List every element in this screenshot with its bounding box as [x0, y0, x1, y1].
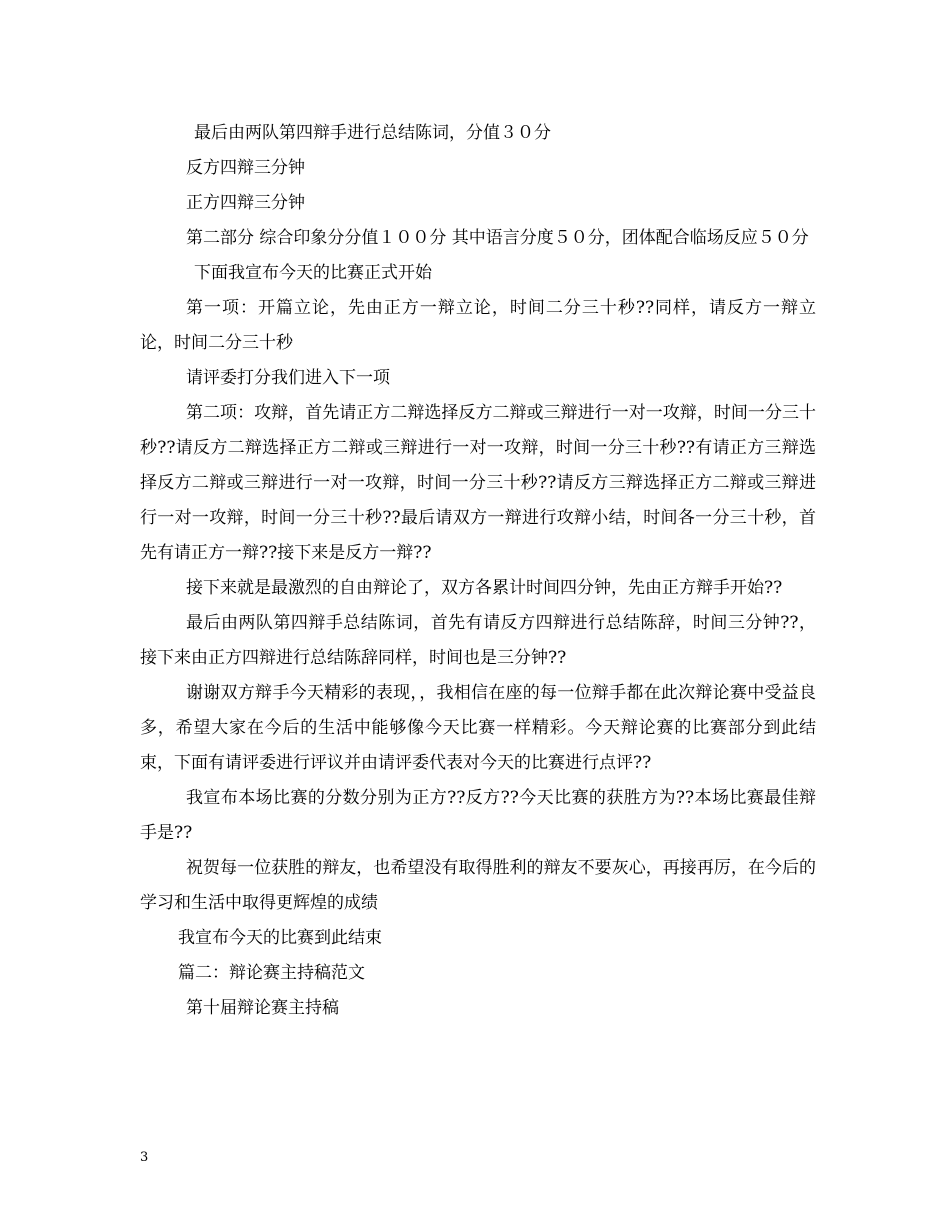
paragraph: 接下来就是最激烈的自由辩论了，双方各累计时间四分钟，先由正方辩手开始?? — [186, 578, 783, 598]
paragraph: 第二项：攻辩，首先请正方二辩选择反方二辩或三辩进行一对一攻辩，时间一分三十秒??请反方二辩选择正方二辩或三辩进行一对一攻辩，时间一分三十秒??有请正方三辩选择反方二辩或三辩进行一对一攻辩，时间一分三十秒??请反方三辩选择正方二辩或三辩进行一对一攻辩，时间一分三十秒??最后请双方一辩进行攻辩小结，时间各一分三十秒，首先有请正方一辩??接下来是反方一辩?? — [140, 403, 816, 563]
page-number: 3 — [140, 1150, 149, 1165]
paragraph: 第一项：开篇立论，先由正方一辩立论，时间二分三十秒??同样，请反方一辩立论，时间二分三十秒 — [140, 298, 816, 353]
paragraph: 最后由两队第四辩手总结陈词，首先有请反方四辩进行总结陈辞，时间三分钟??，接下来由正方四辩进行总结陈辞同样，时间也是三分钟?? — [140, 613, 816, 668]
paragraph: 我宣布本场比赛的分数分别为正方??反方??今天比赛的获胜方为??本场比赛最佳辩手是?? — [140, 788, 816, 843]
paragraph: 第二部分 综合印象分分值１００分 其中语言分度５０分，团体配合临场反应５０分 — [186, 228, 809, 248]
paragraph: 最后由两队第四辩手进行总结陈词，分值３０分 — [194, 123, 551, 143]
document-body — [140, 116, 816, 1026]
document-subtitle: 第十届辩论赛主持稿 — [186, 998, 339, 1018]
paragraph: 反方四辩三分钟 — [186, 158, 305, 178]
paragraph: 正方四辩三分钟 — [186, 193, 305, 213]
paragraph: 我宣布今天的比赛到此结束 — [178, 928, 382, 948]
paragraph: 祝贺每一位获胜的辩友，也希望没有取得胜利的辩友不要灰心，再接再厉，在今后的学习和生活中取得更辉煌的成绩 — [140, 858, 816, 913]
paragraph: 请评委打分我们进入下一项 — [186, 368, 390, 388]
section-heading: 篇二：辩论赛主持稿范文 — [178, 963, 365, 983]
paragraph: 谢谢双方辩手今天精彩的表现，，我相信在座的每一位辩手都在此次辩论赛中受益良多，希望大家在今后的生活中能够像今天比赛一样精彩。今天辩论赛的比赛部分到此结束，下面有请评委进行评议并由请评委代表对今天的比赛进行点评?? — [140, 683, 816, 773]
paragraph: 下面我宣布今天的比赛正式开始 — [194, 263, 432, 283]
